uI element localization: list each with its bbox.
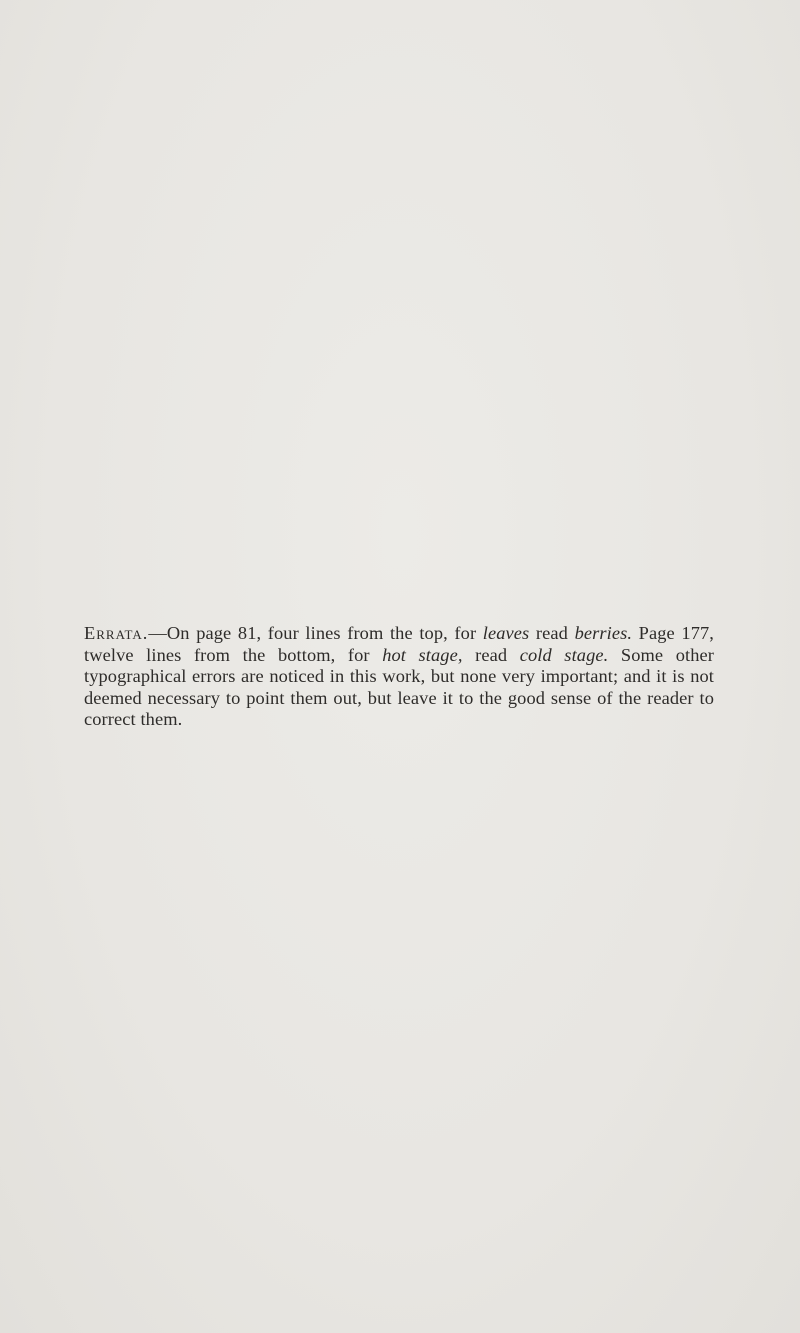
errata-text-3: Page 177, twelve lines from the bottom, for	[84, 623, 714, 665]
errata-text-4: read	[462, 644, 520, 665]
errata-italic-berries: berries.	[574, 623, 633, 643]
errata-italic-cold-stage: cold stage.	[519, 644, 609, 665]
errata-note	[84, 623, 714, 731]
errata-text-2: read	[529, 623, 575, 643]
errata-heading: Errata.	[84, 623, 149, 643]
errata-italic-hot-stage: hot stage,	[382, 644, 463, 665]
em-dash: —	[148, 623, 167, 643]
errata-text-5: Some other typographical errors are noticed in this work, but none very important; and it is not deemed necessary to point them out, but leave it to the good sense of the reader to correct them.	[84, 644, 714, 730]
errata-italic-leaves: leaves	[482, 623, 530, 643]
errata-text-1: On page 81, four lines from the top, for	[166, 623, 483, 643]
